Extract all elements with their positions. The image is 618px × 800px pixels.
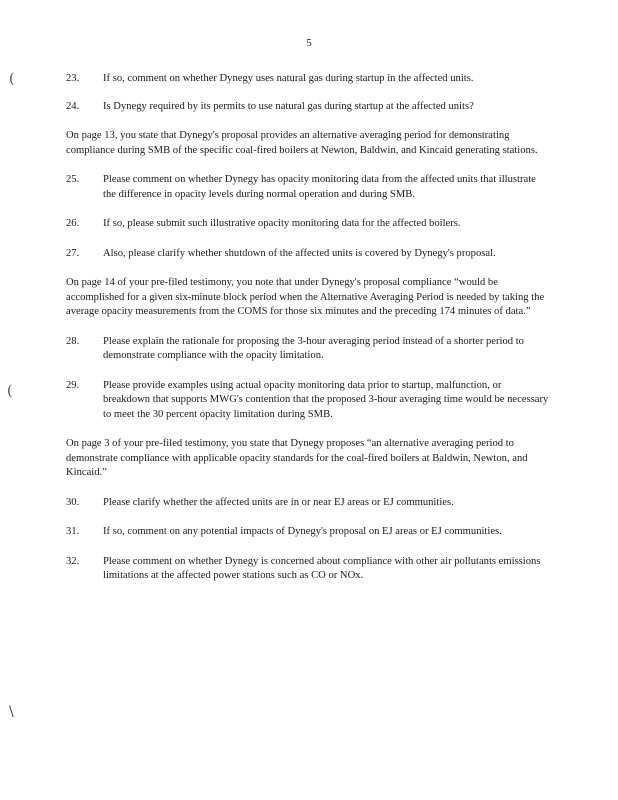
question-number: 32.	[66, 555, 80, 567]
question-27	[66, 247, 550, 262]
question-text: Please provide examples using actual opacity monitoring data prior to startup, malfunction, or breakdown that supports MWG's contention that the proposed 3-hour averaging time would be necessary to meet the 30 percent opacity limitation during SMB.	[103, 379, 549, 420]
question-24	[66, 100, 550, 115]
question-text: If so, please submit such illustrative opacity monitoring data for the affected boilers.	[103, 218, 461, 229]
question-number: 30.	[66, 496, 80, 508]
question-text: Please comment on whether Dynegy is concerned about compliance with other air pollutants emissions limitations at the affected power stations such as CO or NOx.	[103, 555, 541, 581]
question-number: 26.	[66, 218, 80, 229]
question-number: 23.	[66, 73, 80, 84]
question-30	[66, 496, 550, 511]
question-29	[66, 379, 550, 423]
margin-mark: \	[9, 704, 14, 720]
question-number: 24.	[66, 100, 80, 112]
question-number: 31.	[66, 526, 80, 537]
question-28	[66, 335, 550, 364]
question-number: 28.	[66, 335, 80, 347]
question-text: If so, comment on whether Dynegy uses natural gas during startup in the affected units.	[103, 73, 474, 84]
question-text: Please comment on whether Dynegy has opacity monitoring data from the affected units that illustrate the difference in opacity levels during normal operation and during SMB.	[103, 174, 536, 200]
question-text: Also, please clarify whether shutdown of the affected units is covered by Dynegy's proposal.	[103, 247, 496, 259]
question-23	[66, 72, 550, 87]
margin-mark: (	[9, 71, 15, 87]
context-paragraph: On page 13, you state that Dynegy's proposal provides an alternative averaging period for demonstrating compliance during SMB of the specific coal-fired boilers at Newton, Baldwin, and Kincaid generating stations.	[66, 130, 538, 156]
page-number: 5	[306, 37, 312, 49]
question-text: Is Dynegy required by its permits to use natural gas during startup at the affected units?	[103, 100, 474, 112]
context-paragraph: On page 14 of your pre-filed testimony, you note that under Dynegy's proposal compliance “would be accomplished for a given six-minute block period when the Alternative Averaging Period is needed by taking the average opacity measurements from the COMS for those six minutes and the preceding 174 minutes of data.”	[66, 277, 545, 317]
question-text: If so, comment on any potential impacts of Dynegy's proposal on EJ areas or EJ communities.	[103, 526, 502, 537]
question-32	[66, 555, 550, 584]
question-number: 29.	[66, 379, 80, 391]
question-31	[66, 525, 550, 540]
question-text: Please explain the rationale for proposing the 3-hour averaging period instead of a shorter period to demonstrate compliance with the opacity limitation.	[103, 335, 524, 361]
question-25	[66, 173, 550, 202]
question-text: Please clarify whether the affected units are in or near EJ areas or EJ communities.	[103, 496, 454, 508]
margin-mark: (	[7, 383, 13, 399]
question-number: 25.	[66, 174, 80, 185]
question-26	[66, 217, 550, 232]
context-paragraph: On page 3 of your pre-filed testimony, you state that Dynegy proposes “an alternative averaging period to demonstrate compliance with applicable opacity standards for the coal-fired boilers at Baldwin, Newton, and Kincaid.”	[66, 438, 528, 478]
question-number: 27.	[66, 247, 80, 259]
document-body	[66, 72, 550, 584]
